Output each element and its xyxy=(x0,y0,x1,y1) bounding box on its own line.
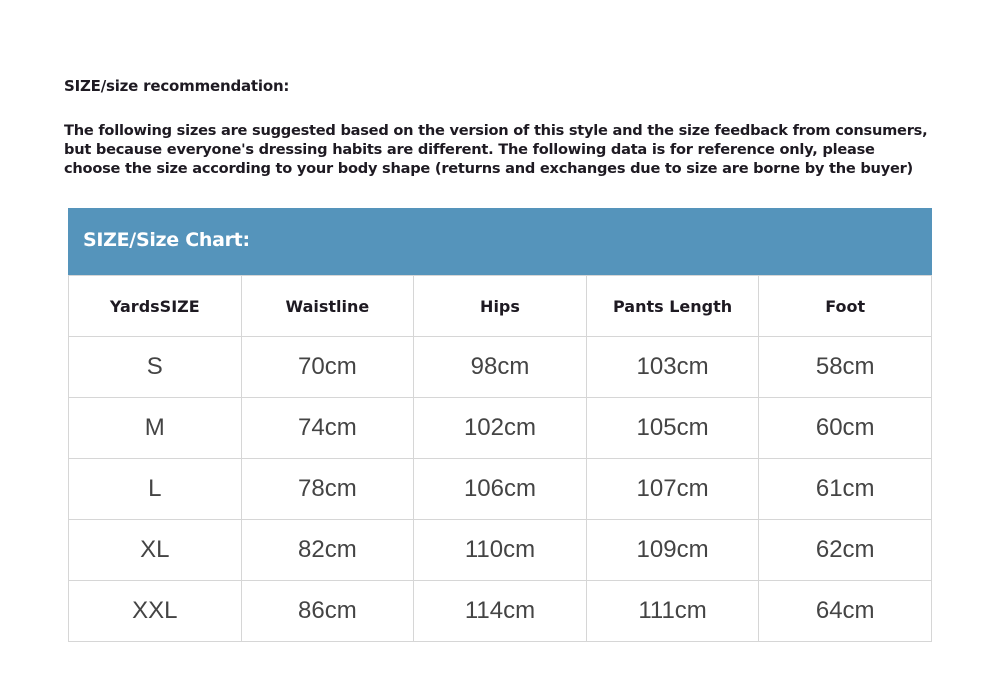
description-line: but because everyone's dressing habits are different. The following data is for reference only, please xyxy=(64,141,875,158)
size-table xyxy=(68,275,932,642)
table-cell: 70cm xyxy=(241,337,414,398)
table-cell: 107cm xyxy=(586,459,759,520)
page-title: SIZE/size recommendation: xyxy=(64,77,290,95)
description-line: The following sizes are suggested based on the version of this style and the size feedback from consumers, xyxy=(64,122,928,139)
description-line: choose the size according to your body shape (returns and exchanges due to size are borne by the buyer) xyxy=(64,160,913,177)
column-header: YardsSIZE xyxy=(69,276,242,337)
table-cell: 64cm xyxy=(759,581,932,642)
table-cell: 110cm xyxy=(414,520,587,581)
column-header: Hips xyxy=(414,276,587,337)
table-header-row xyxy=(69,276,932,337)
column-header: Foot xyxy=(759,276,932,337)
table-cell: 98cm xyxy=(414,337,587,398)
table-cell: S xyxy=(69,337,242,398)
table-row xyxy=(69,459,932,520)
table-cell: XXL xyxy=(69,581,242,642)
table-cell: 105cm xyxy=(586,398,759,459)
table-cell: 86cm xyxy=(241,581,414,642)
column-header: Waistline xyxy=(241,276,414,337)
size-description xyxy=(64,121,944,178)
table-cell: 62cm xyxy=(759,520,932,581)
table-cell: 103cm xyxy=(586,337,759,398)
table-cell: 82cm xyxy=(241,520,414,581)
table-cell: 102cm xyxy=(414,398,587,459)
table-cell: 58cm xyxy=(759,337,932,398)
table-cell: XL xyxy=(69,520,242,581)
table-cell: L xyxy=(69,459,242,520)
table-cell: 78cm xyxy=(241,459,414,520)
table-row xyxy=(69,398,932,459)
table-cell: 114cm xyxy=(414,581,587,642)
table-cell: 60cm xyxy=(759,398,932,459)
column-header: Pants Length xyxy=(586,276,759,337)
size-chart xyxy=(68,208,932,642)
table-row xyxy=(69,581,932,642)
table-row xyxy=(69,337,932,398)
table-cell: 109cm xyxy=(586,520,759,581)
table-cell: 111cm xyxy=(586,581,759,642)
table-row xyxy=(69,520,932,581)
table-cell: 61cm xyxy=(759,459,932,520)
table-cell: 74cm xyxy=(241,398,414,459)
size-chart-title: SIZE/Size Chart: xyxy=(68,208,932,275)
table-cell: M xyxy=(69,398,242,459)
table-cell: 106cm xyxy=(414,459,587,520)
